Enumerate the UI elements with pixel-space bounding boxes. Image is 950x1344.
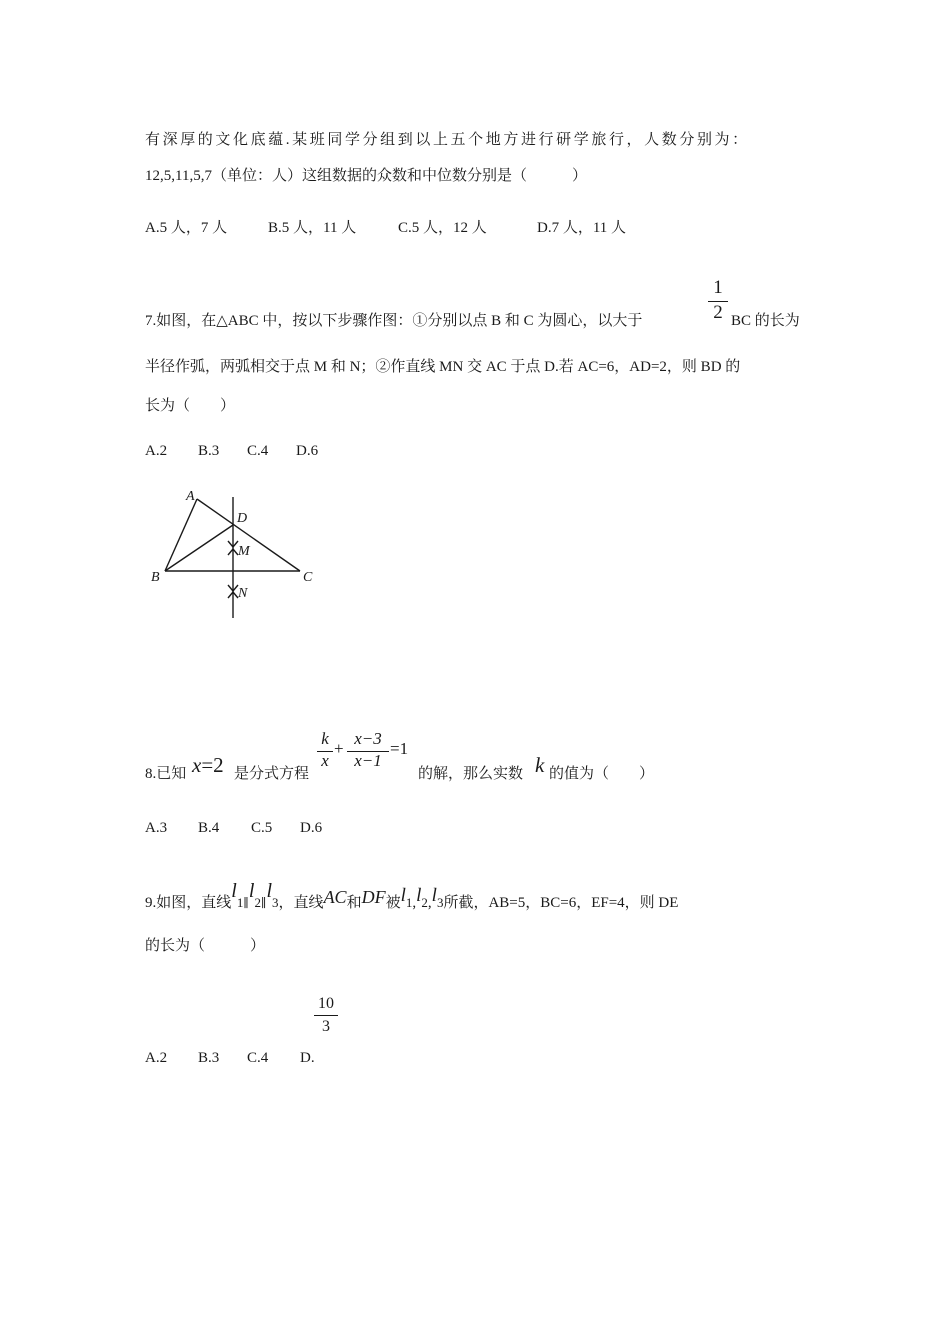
q6-option-a: A.5 人，7 人 [145,220,228,236]
q9-option-d: D. [300,1050,315,1066]
q9-line1 [145,880,679,913]
q8-given [192,753,224,778]
q7-line3: 长为（ ） [145,398,236,414]
q6-option-d: D.7 人，11 人 [537,220,627,236]
label-d: D [237,511,248,526]
q8-middle: 是分式方程 [234,766,310,782]
q9-option-d-fraction [314,995,338,1036]
q8-prefix: 8.已知 [145,766,187,782]
q8-term1-den: x [321,751,329,770]
q9-par1: ∥ [243,896,249,910]
q8-after: 的解，那么实数 [418,766,524,782]
q9-sub3b: 3 [436,895,444,910]
segment-ac [197,499,300,571]
q7-frac-denominator: 2 [713,302,723,323]
q9-l3: l [266,880,273,902]
label-m: M [238,544,250,559]
q8-equals: =1 [390,739,409,758]
q8-term2-fraction [347,729,389,771]
q7-line2: 半径作弧，两弧相交于点 M 和 N；②作直线 MN 交 AC 于点 D.若 AC=6，AD=2，则 BD 的 [145,359,741,375]
q8-suffix: 的值为（ ） [549,766,655,782]
q9-l3b: l [431,885,437,906]
q8-option-a: A.3 [145,820,168,836]
q9-sub3: 3 [272,895,279,910]
q9-sub1b: 1 [405,895,413,910]
q6-line2: 12,5,11,5,7（单位：人）这组数据的众数和中位数分别是（ ） [145,168,587,184]
q8-option-c: C.5 [251,820,273,836]
q7-option-b: B.3 [198,443,220,459]
q9-l2b: l [416,885,422,906]
q7-frac-numerator: 1 [713,277,723,298]
q9-sub2: 2 [254,895,261,910]
q7-option-a: A.2 [145,443,168,459]
q6-option-c: C.5 人，12 人 [398,220,487,236]
q9-mid1: ，直线 [278,895,324,911]
q9-option-c: C.4 [247,1050,269,1066]
label-n: N [238,586,248,601]
q8-term2-num: x−3 [354,729,382,748]
q9-prefix: 9.如图，直线 [145,895,232,911]
q8-term1-num: k [321,729,329,748]
q9-option-a: A.2 [145,1050,168,1066]
label-c: C [303,570,313,585]
label-a: A [186,489,195,504]
q7-line1-end: BC 的长为 [731,313,800,329]
q7-half-fraction [708,277,728,324]
label-b: B [151,570,160,585]
q8-plus: + [334,739,344,758]
q7-option-d: D.6 [296,443,319,459]
q9-line2: 的长为（ ） [145,938,266,954]
q9-l2: l [248,880,255,902]
q9-he: 和 [346,895,362,911]
q9-ac: AC [323,887,347,907]
q8-option-d: D.6 [300,820,323,836]
q9-l1: l [231,880,237,902]
q8-given-eq: =2 [201,753,224,777]
q9-sub1: 1 [236,895,244,910]
q9-l1b: l [400,885,406,906]
q9-par2: ∥ [260,896,267,910]
q9-sep1: , [412,895,417,911]
q9-tail: 所截，AB=5，BC=6，EF=4，则 DE [443,895,679,911]
q8-given-var: x [192,753,202,777]
q6-option-b: B.5 人，11 人 [268,220,357,236]
q9-option-b: B.3 [198,1050,220,1066]
q9-df: DF [361,887,386,907]
q7-line1-text: 7.如图，在△ABC 中，按以下步骤作图：①分别以点 B 和 C 为圆心，以大于 [145,313,643,329]
q8-term2-den: x−1 [354,751,382,770]
q8-term1-fraction [317,729,333,771]
q9-sub2b: 2 [421,895,428,910]
q8-option-b: B.4 [198,820,220,836]
q9-bei: 被 [385,895,401,911]
q9-frac-numerator: 10 [318,995,334,1012]
q9-frac-denominator: 3 [322,1018,330,1035]
q7-option-c: C.4 [247,443,269,459]
q6-line1: 有深厚的文化底蕴.某班同学分组到以上五个地方进行研学旅行，人数分别为： [145,132,750,148]
q7-triangle-figure [145,485,330,625]
q8-var-k: k [535,753,545,777]
q9-sep2: , [427,895,432,911]
